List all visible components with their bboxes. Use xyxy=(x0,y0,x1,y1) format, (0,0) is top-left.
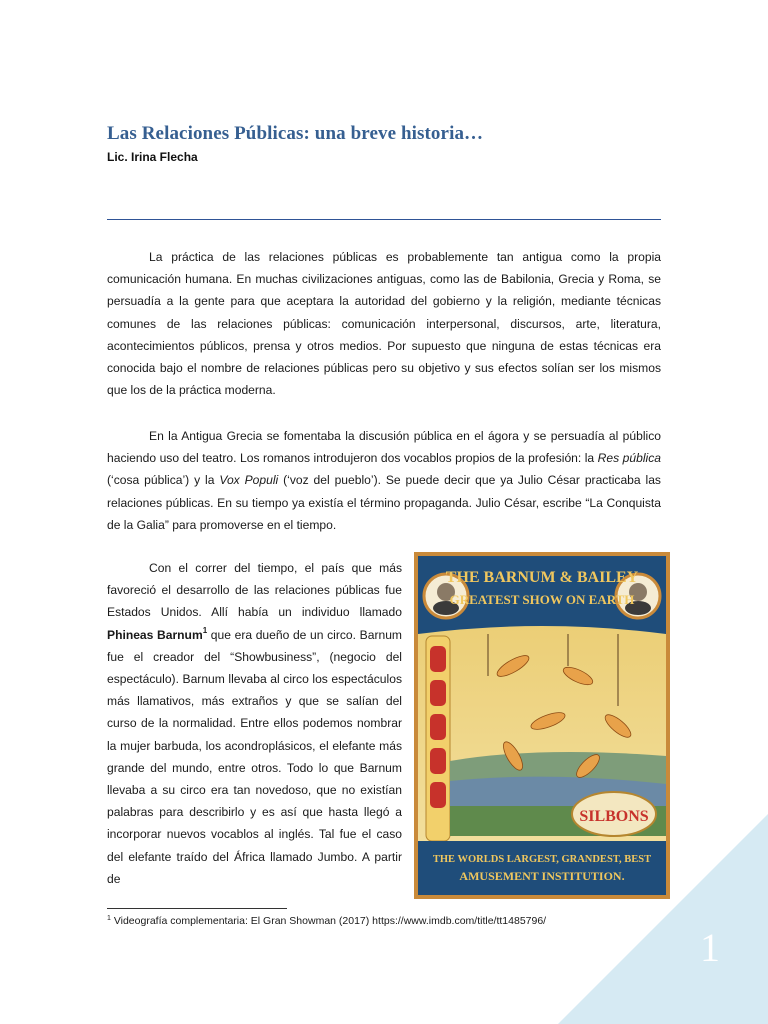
paragraph-3-text-b: que era dueño de un circo. Barnum fue el creador del “Showbusiness”, (negocio del espectáculo). Barnum llevaba al circo los espectáculos más llamativos, más extraños y que se salían del curso de la normalidad. Entre ellos podemos nombrar la mujer barbuda, los acondroplásicos, el elefante más grande del mundo, entre otros. Todo lo que Barnum llevaba a su circo era tan novedoso, que no existían palabras para describirlo y es así que hasta llegó a incorporar nuevos vocablos al inglés. Tal fue el caso del elefante traído del África llamado Jumbo. A partir de xyxy=(107,627,402,886)
title-divider xyxy=(107,219,661,220)
document-title: Las Relaciones Públicas: una breve historia… xyxy=(107,123,484,144)
paragraph-3-text-a: Con el correr del tiempo, el país que más favoreció el desarrollo de las relaciones públicas fue Estados Unidos. Allí había un individuo llamado xyxy=(107,561,402,620)
paragraph-2 xyxy=(107,425,661,536)
footnote-divider xyxy=(107,908,287,909)
res-publica-term: Res pública xyxy=(597,451,661,466)
paragraph-1 xyxy=(107,246,661,401)
author-name: Lic. Irina Flecha xyxy=(107,150,198,164)
paragraph-3 xyxy=(107,557,402,890)
page-number: 1 xyxy=(700,925,720,970)
paragraph-1-text: La práctica de las relaciones públicas es probablemente tan antigua como la propia comunicación humana. En muchas civilizaciones antiguas, como las de Babilonia, Grecia y Roma, se persuadía a la gente para que aceptara la autoridad del gobierno y la religión, mediante técnicas comunes de las relaciones públicas: comunicación interpersonal, discursos, arte, literatura, acontecimientos públicos, prensa y otros medios. Por supuesto que ninguna de estas técnicas era conocida bajo el nombre de relaciones públicas pero su objetivo y sus efectos solían ser los mismos que los de la práctica moderna. xyxy=(107,250,661,398)
footnote-reference[interactable]: 1 xyxy=(202,625,208,635)
phineas-barnum-name: Phineas Barnum xyxy=(107,627,203,642)
paragraph-2-text-b: (‘cosa pública’) y la xyxy=(107,473,220,488)
footnote-marker: 1 xyxy=(107,915,111,922)
poster-bottom-line-1: THE WORLDS LARGEST, GRANDEST, BEST xyxy=(432,854,652,865)
paragraph-2-text-c: (‘voz del pueblo’). Se puede decir que ya Julio César practicaba las relaciones públicas. En su tiempo ya existía el término propaganda. Julio César, escribe “La Conquista de la Galia” para promoverse en el tiempo. xyxy=(107,473,661,532)
vox-populi-term: Vox Populi xyxy=(219,473,279,488)
corner-decoration xyxy=(558,814,768,1024)
paragraph-2-text-a: En la Antigua Grecia se fomentaba la discusión pública en el ágora y se persuadía al público haciendo uso del teatro. Los romanos introdujeron dos vocablos propios de la profesión: la xyxy=(107,429,661,466)
poster-headline: THE BARNUM & BAILEY xyxy=(445,569,639,586)
poster-bottom-line-2: AMUSEMENT INSTITUTION. xyxy=(459,869,625,883)
footnote-text: Videografía complementaria: El Gran Showman (2017) https://www.imdb.com/title/tt1485796/ xyxy=(110,915,547,927)
poster-act-name: SILBONS xyxy=(579,808,649,825)
poster-subheadline: GREATEST SHOW ON EARTH xyxy=(449,592,635,607)
